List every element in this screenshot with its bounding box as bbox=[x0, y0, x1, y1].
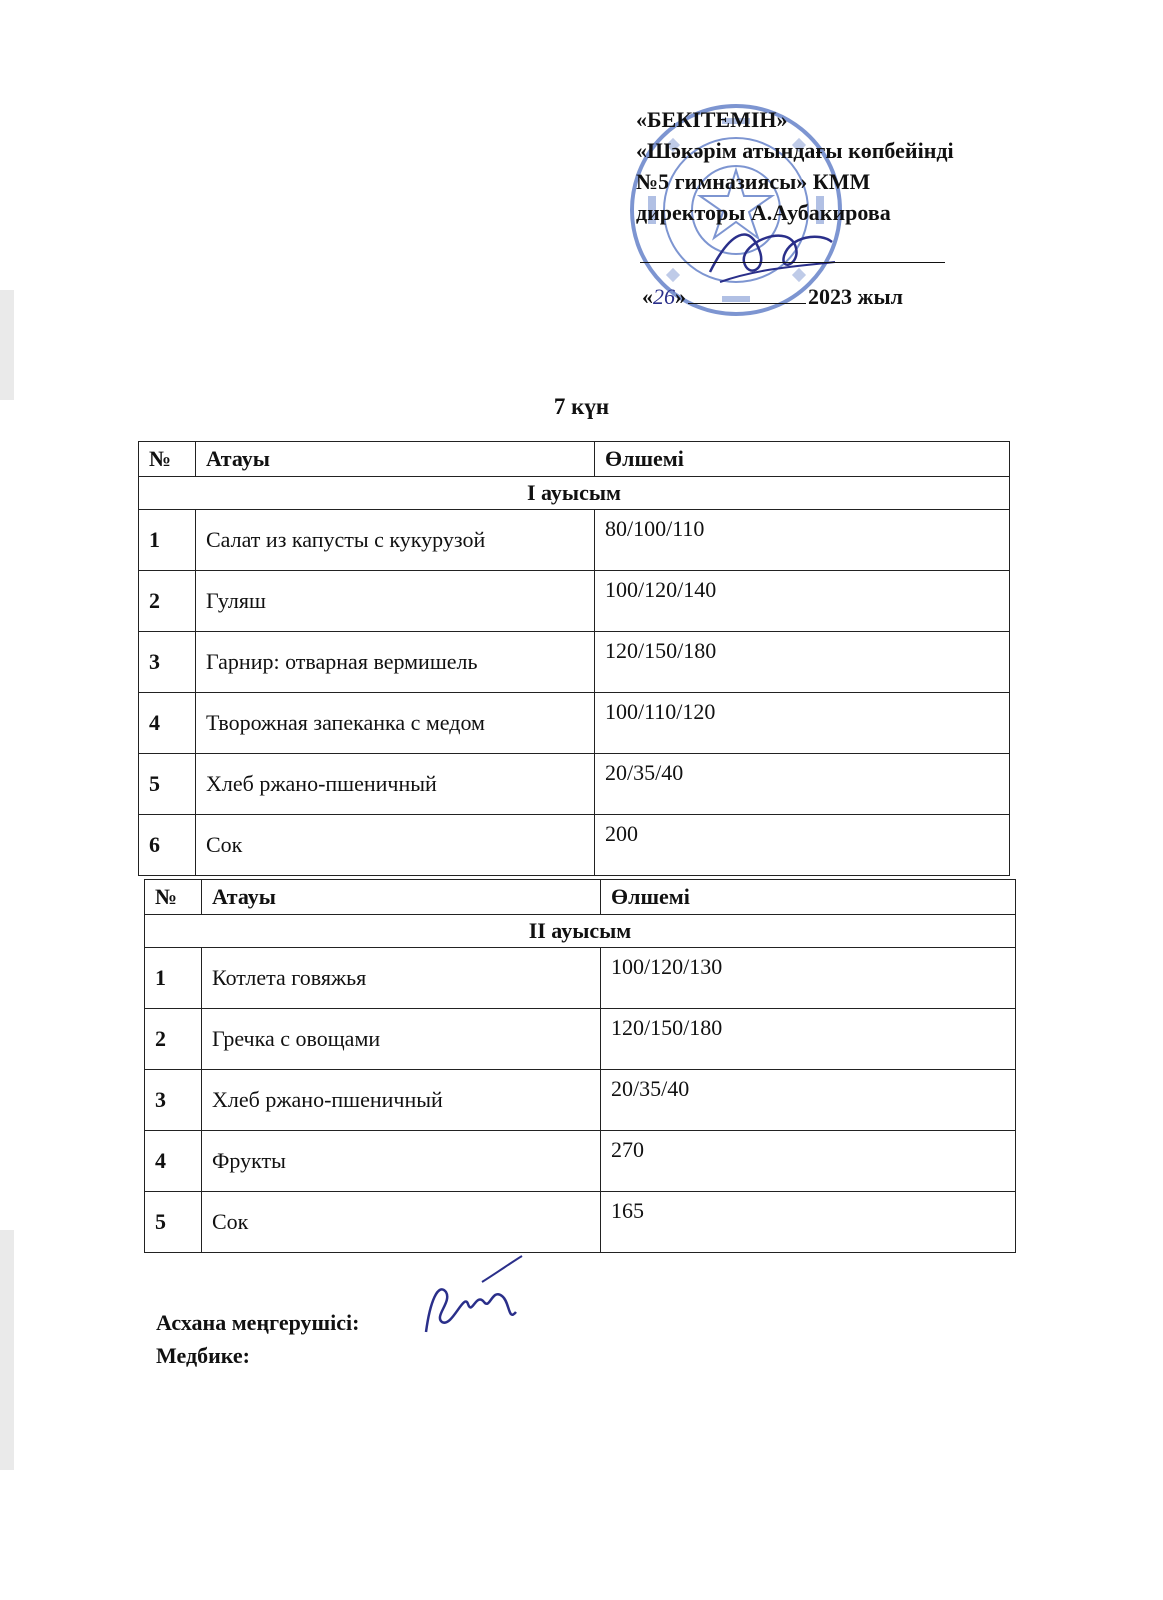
table-row bbox=[139, 693, 1010, 754]
row-qty: 165 bbox=[601, 1192, 1016, 1253]
table-row bbox=[139, 754, 1010, 815]
header-qty: Өлшемі bbox=[601, 880, 1016, 915]
shift-title-row bbox=[145, 915, 1016, 948]
day-title: 7 күн bbox=[553, 394, 610, 419]
row-qty: 120/150/180 bbox=[601, 1009, 1016, 1070]
date-month-blank bbox=[688, 303, 806, 304]
table-row bbox=[139, 815, 1010, 876]
row-name: Гуляш bbox=[196, 571, 595, 632]
row-num: 6 bbox=[139, 815, 196, 876]
table-row bbox=[145, 948, 1016, 1009]
shift-2-title: ІІ ауысым bbox=[145, 915, 1016, 948]
row-num: 5 bbox=[139, 754, 196, 815]
date-year: 2023 жыл bbox=[808, 284, 903, 309]
row-num: 4 bbox=[139, 693, 196, 754]
row-qty: 20/35/40 bbox=[595, 754, 1010, 815]
row-name: Салат из капусты с кукурузой bbox=[196, 510, 595, 571]
table-row bbox=[145, 1070, 1016, 1131]
row-num: 3 bbox=[139, 632, 196, 693]
approval-line-2: «Шәкәрім атындағы көпбейінді bbox=[636, 138, 954, 163]
signature-line bbox=[640, 262, 945, 263]
row-name: Сок bbox=[202, 1192, 601, 1253]
row-qty: 100/120/140 bbox=[595, 571, 1010, 632]
row-name: Котлета говяжья bbox=[202, 948, 601, 1009]
director-signature bbox=[700, 212, 840, 292]
row-name: Сок bbox=[196, 815, 595, 876]
header-qty: Өлшемі bbox=[595, 442, 1010, 477]
approval-date bbox=[642, 284, 903, 310]
approval-line-3: №5 гимназиясы» КММ bbox=[636, 169, 871, 194]
signature-block bbox=[156, 1306, 359, 1372]
header-name: Атауы bbox=[202, 880, 601, 915]
scan-edge-artifact bbox=[0, 290, 14, 400]
shift-title-row bbox=[139, 477, 1010, 510]
row-qty: 100/120/130 bbox=[601, 948, 1016, 1009]
row-name: Хлеб ржано-пшеничный bbox=[202, 1070, 601, 1131]
table-row bbox=[139, 510, 1010, 571]
row-name: Творожная запеканка с медом bbox=[196, 693, 595, 754]
table-header-row bbox=[145, 880, 1016, 915]
row-num: 1 bbox=[139, 510, 196, 571]
row-num: 4 bbox=[145, 1131, 202, 1192]
date-close-quote: » bbox=[675, 284, 686, 309]
table-row bbox=[139, 571, 1010, 632]
row-num: 5 bbox=[145, 1192, 202, 1253]
row-name: Гречка с овощами bbox=[202, 1009, 601, 1070]
date-open-quote: « bbox=[642, 284, 653, 309]
menu-table-shift-1 bbox=[138, 441, 1010, 876]
row-name: Фрукты bbox=[202, 1131, 601, 1192]
table-row bbox=[139, 632, 1010, 693]
nurse-label: Медбике: bbox=[156, 1343, 250, 1368]
row-num: 2 bbox=[145, 1009, 202, 1070]
table-row bbox=[145, 1009, 1016, 1070]
header-num: № bbox=[145, 880, 202, 915]
row-name: Гарнир: отварная вермишель bbox=[196, 632, 595, 693]
kitchen-head-signature bbox=[412, 1252, 532, 1342]
kitchen-head-label: Асхана меңгерушісі: bbox=[156, 1310, 360, 1335]
scan-edge-artifact bbox=[0, 1230, 14, 1470]
approval-line-4: директоры А.Аубакирова bbox=[636, 200, 891, 225]
row-name: Хлеб ржано-пшеничный bbox=[196, 754, 595, 815]
date-day: 26 bbox=[653, 284, 675, 309]
approval-block bbox=[636, 104, 1056, 228]
menu-table-shift-2 bbox=[144, 879, 1016, 1253]
header-name: Атауы bbox=[196, 442, 595, 477]
shift-1-title: І ауысым bbox=[139, 477, 1010, 510]
row-qty: 80/100/110 bbox=[595, 510, 1010, 571]
row-qty: 100/110/120 bbox=[595, 693, 1010, 754]
table-row bbox=[145, 1192, 1016, 1253]
row-qty: 200 bbox=[595, 815, 1010, 876]
row-qty: 270 bbox=[601, 1131, 1016, 1192]
approval-line-1: «БЕКІТЕМІН» bbox=[636, 107, 788, 132]
table-header-row bbox=[139, 442, 1010, 477]
row-num: 3 bbox=[145, 1070, 202, 1131]
row-qty: 120/150/180 bbox=[595, 632, 1010, 693]
header-num: № bbox=[139, 442, 196, 477]
row-num: 1 bbox=[145, 948, 202, 1009]
table-row bbox=[145, 1131, 1016, 1192]
row-qty: 20/35/40 bbox=[601, 1070, 1016, 1131]
row-num: 2 bbox=[139, 571, 196, 632]
